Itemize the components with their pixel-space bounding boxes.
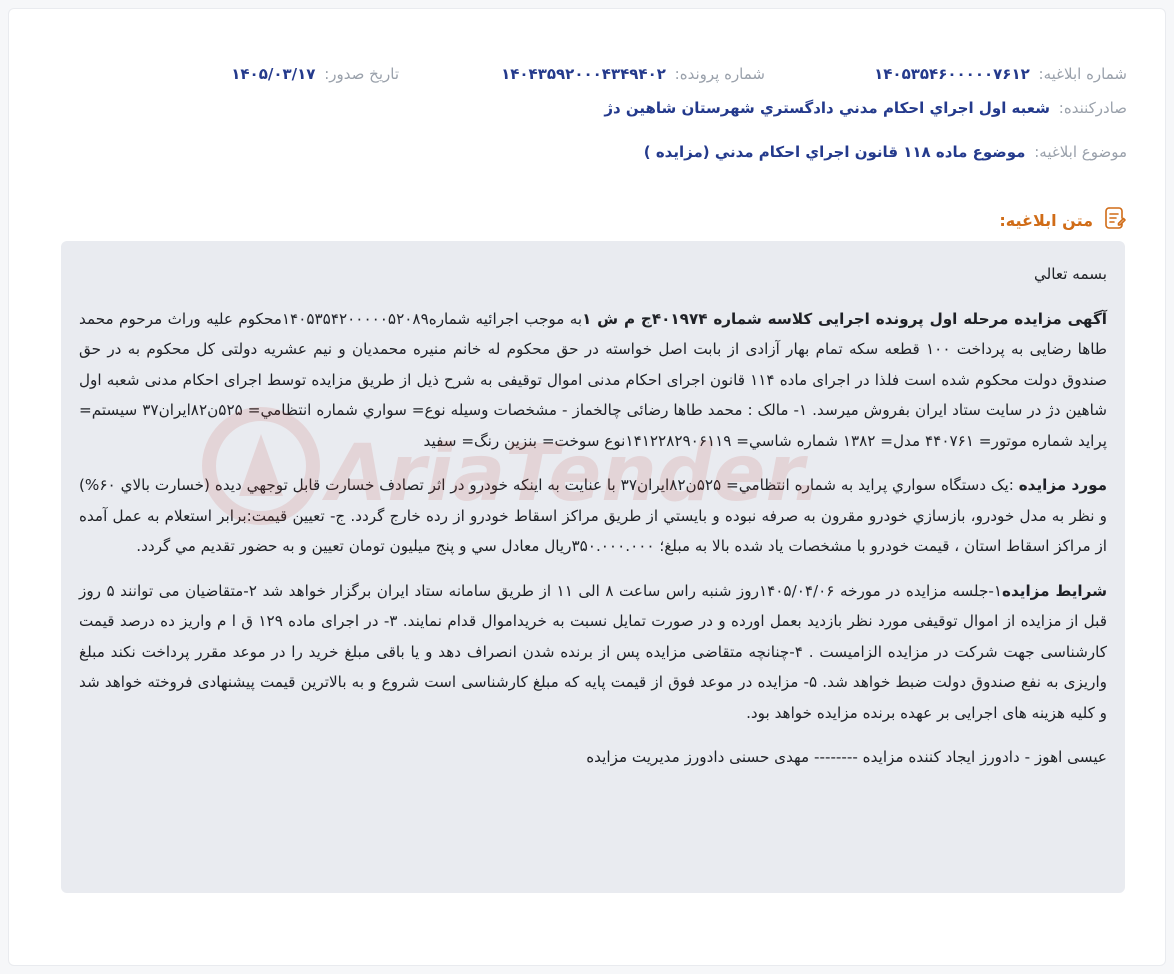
notice-number bbox=[874, 65, 1127, 83]
meta-row-subject bbox=[39, 143, 1127, 167]
issuer bbox=[604, 99, 1127, 117]
paragraph-auction-conditions bbox=[79, 576, 1107, 729]
subject-value: موضوع ماده ۱۱۸ قانون اجراي احکام مدني (مزايده ) bbox=[643, 143, 1026, 161]
auction-conditions-text: ۱-جلسه مزایده در مورخه ۱۴۰۵/۰۴/۰۶روز شنبه راس ساعت ۸ الی ۱۱ از طریق سامانه ستاد ایران برگزار خواهد شد ۲-متقاضیان می توانند ۵ روز قبل از مزایده از اموال توقیفی مورد نظر بازدید بعمل اورده و در صورت تمایل نسبت به خریداموال قدام نمایند. ۳- در اجرای ماده ۱۲۹ ق ا م واریز ده درصد قیمت کارشناسی جهت شرکت در مزایده الزامیست . ۴-چنانچه متقاضی مزایده پس از برنده شدن انصراف دهد و یا باقی مبلغ خرید را در موعد مقرر پرداخت نکند مبلغ واریزی به نفع صندوق دولت ضبط خواهد شد. ۵- مزایده در موعد فوق از قیمت پایه که مبلغ کارشناسی است شروع و به بالاترین قیمت پیشنهادی فروخته خواهد شد و کلیه هزینه های اجرایی بر عهده برنده مزایده خواهد بود. bbox=[79, 581, 1107, 722]
announcement-heading: آگهی مزایده مرحله اول پرونده اجرایی کلاسه شماره ۴۰۱۹۷۴ج م ش ۱ bbox=[582, 309, 1107, 328]
meta-row-numbers bbox=[39, 65, 1127, 89]
document-edit-icon bbox=[1101, 205, 1127, 235]
issuer-value: شعبه اول اجراي احکام مدني دادگستري شهرستان شاهين دژ bbox=[604, 99, 1050, 117]
subject bbox=[644, 143, 1127, 161]
paragraph-announcement bbox=[79, 304, 1107, 457]
file-number-value: ۱۴۰۴۳۵۹۲۰۰۰۴۳۴۹۴۰۲ bbox=[501, 65, 666, 83]
issuer-label: صادرکننده: bbox=[1058, 99, 1127, 117]
paragraph-auction-item bbox=[79, 470, 1107, 562]
notice-card bbox=[8, 8, 1166, 966]
greeting: بسمه تعالي bbox=[1034, 265, 1107, 283]
notice-body bbox=[61, 241, 1125, 893]
notice-number-label: شماره ابلاغيه: bbox=[1038, 65, 1127, 83]
notice-text-heading bbox=[999, 205, 1127, 235]
notice-text-title: متن ابلاغيه: bbox=[999, 210, 1093, 230]
auction-item-text: :یک دستگاه سواري پراید به شماره انتظامي= ۵۲۵ن۸۲ایران۳۷ با عنایت به اینکه خودرو در اثر تصادف خسارت قابل توجهي ديده (خسارت بالاي ۶۰%) و نظر به مدل خودرو، بازسازي خودرو مقرون به صرفه نبوده و بايستي از طريق مراكز اسقاط خودرو از رده خارج گردد. ج- تعيين قيمت:برابر استعلام به عمل آمده از مراکز اسقاط استان ، قیمت خودرو با مشخصات یاد شده بالا به مبلغ؛ ۳۵۰.۰۰۰.۰۰۰ریال معادل سي و پنج ميليون تومان تعيين و به حضور تقديم مي گردد. bbox=[79, 476, 1107, 555]
file-number bbox=[501, 65, 765, 83]
issue-date-value: ۱۴۰۵/۰۳/۱۷ bbox=[231, 65, 316, 83]
auction-conditions-heading: شرایط مزایده bbox=[1002, 581, 1107, 600]
issue-date-label: تاريخ صدور: bbox=[324, 65, 399, 83]
file-number-label: شماره پرونده: bbox=[674, 65, 765, 83]
announcement-text: به موجب اجرائیه شماره۱۴۰۵۳۵۴۲۰۰۰۰۰۵۲۰۸۹محکوم علیه وراث مرحوم محمد طاها رضایی به پرداخت ۱۰۰ قطعه سکه تمام بهار آزادی از بابت اصل خواسته در حق محکوم له خانم منیره محمدیان و نیم عشریه دولتی کل محکوم به در حق صندوق دولت محکوم شده است فلذا در اجرای ماده ۱۱۴ قانون اجرای احکام مدنی اموال توقیفی به شرح ذیل از طریق مزایده توسط اجرای احکام مدنی شعبه اول شاهین دژ در سایت ستاد ایران بفروش میرسد. ۱- مالک : محمد طاها رضائی چالخماز - مشخصات وسیله نوع= سواري شماره انتظامي= ۵۲۵ن۸۲ایران۳۷ سیستم= پراید شماره موتور= ۴۴۰۷۶۱ مدل= ۱۳۸۲ شماره شاسي= ۱۴۱۲۲۸۲۹۰۶۱۱۹نوع سوخت= بنزین رنگ= سفید bbox=[79, 309, 1107, 450]
issue-date bbox=[231, 65, 399, 83]
auction-item-heading: مورد مزایده bbox=[1018, 476, 1108, 494]
meta-row-issuer bbox=[39, 99, 1127, 123]
subject-label: موضوع ابلاغيه: bbox=[1034, 143, 1127, 161]
signature-line: عیسی اهوز - دادورز ایجاد کننده مزایده -------- مهدی حسنی دادورز مدیریت مزایده bbox=[586, 748, 1107, 766]
notice-number-value: ۱۴۰۵۳۵۴۶۰۰۰۰۰۷۶۱۲ bbox=[874, 65, 1030, 83]
